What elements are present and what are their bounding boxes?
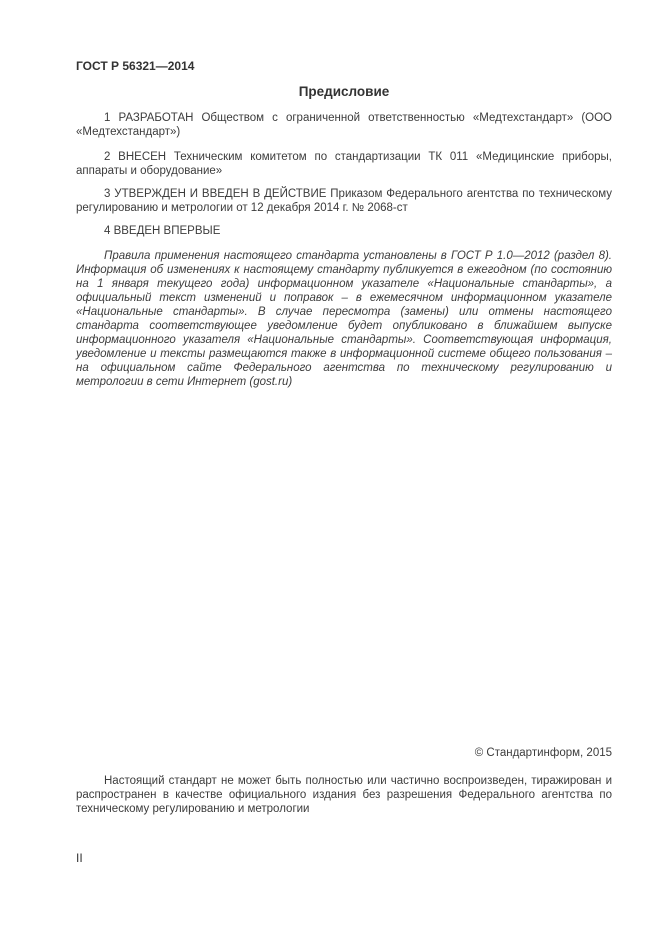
- copyright-line: © Стандартинформ, 2015: [474, 747, 612, 759]
- application-rules-note: Правила применения настоящего стандарта установлены в ГОСТ Р 1.0—2012 (раздел 8). Информация об изменениях к настоящему стандарту публикуется в ежегодном (по состоянию на 1 января текущего года) информационном указателе «Национальные стандарты», а официальный текст изменений и поправок – в ежемесячном информационном указателе «Национальные стандарты». В случае пересмотра (замены) или отмены настоящего стандарта соответствующее уведомление будет опубликовано в ближайшем выпуске информационного указателя «Национальные стандарты». Соответствующая информация, уведомление и тексты размещаются также в информационной системе общего пользования – на официальном сайте Федерального агентства по техническому регулированию и метрологии в сети Интернет (gost.ru): [76, 250, 612, 388]
- document-code: ГОСТ Р 56321—2014: [76, 59, 195, 73]
- page-title: Предисловие: [298, 84, 390, 99]
- foreword-item-first-edition: 4 ВВЕДЕН ВПЕРВЫЕ: [104, 225, 221, 237]
- foreword-item-submitted: 2 ВНЕСЕН Техническим комитетом по стандартизации ТК 011 «Медицинские приборы, аппараты и оборудование»: [76, 151, 612, 177]
- reproduction-note: Настоящий стандарт не может быть полностью или частично воспроизведен, тиражирован и распространен в качестве официального издания без разрешения Федерального агентства по техническому регулированию и метрологии: [76, 775, 612, 815]
- page-number: II: [76, 851, 83, 865]
- foreword-item-developed: 1 РАЗРАБОТАН Обществом с ограниченной ответственностью «Медтехстандарт» (ООО «Медтехстандарт»): [76, 112, 612, 138]
- footer-block: [76, 746, 612, 816]
- foreword-item-approved: 3 УТВЕРЖДЕН И ВВЕДЕН В ДЕЙСТВИЕ Приказом Федерального агентства по техническому регулированию и метрологии от 12 декабря 2014 г. № 2068-ст: [76, 188, 612, 214]
